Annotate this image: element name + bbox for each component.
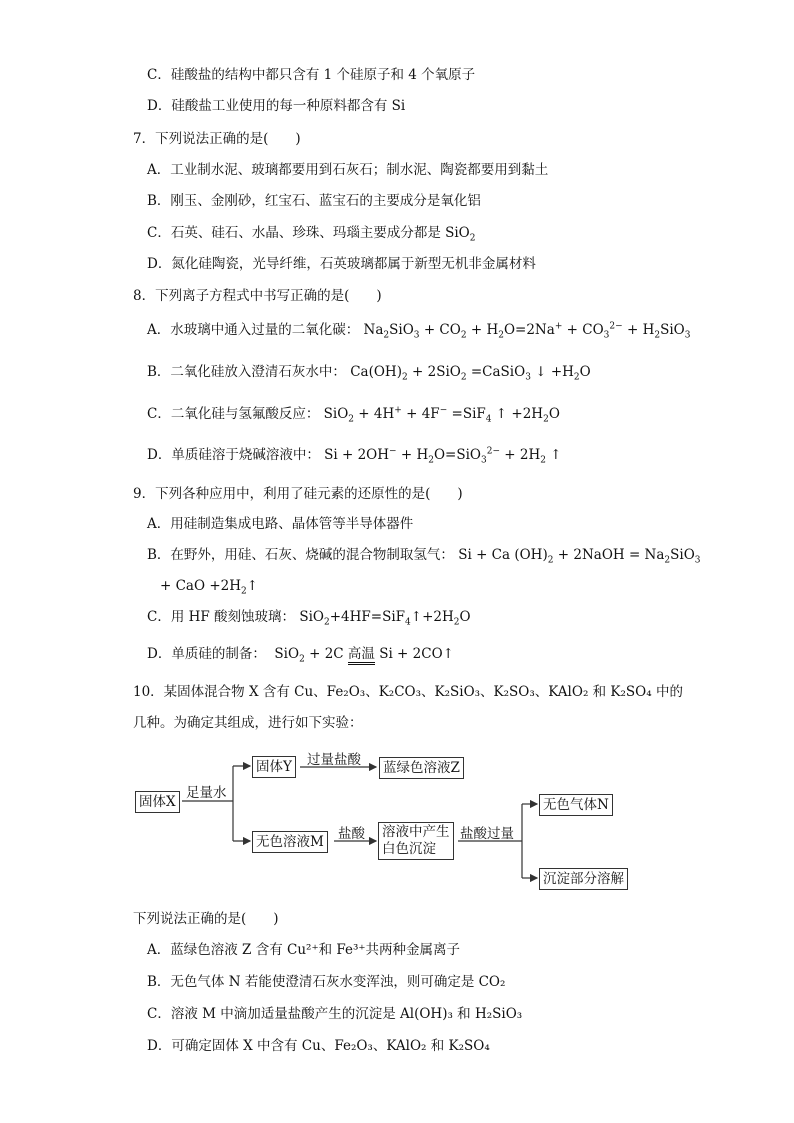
q8-option-d — [147, 446, 562, 464]
ppt-line-2: 白色沉淀 — [382, 841, 436, 857]
q8-option-a — [147, 321, 690, 339]
q8-option-b — [147, 363, 591, 381]
q10-question: 下列说法正确的是( ) — [133, 911, 279, 927]
q7-option-a: A．工业制水泥、玻璃都要用到石灰石；制水泥、陶瓷都要用到黏土 — [147, 162, 549, 178]
q8-option-a-label: A．水玻璃中通入过量的二氧化碳： — [147, 322, 360, 338]
q9-option-b — [147, 546, 701, 564]
q9-option-b-continuation: + CaO $+2H_2↑$ — [160, 578, 259, 597]
q8-option-c-label: C．二氧化硅与氢氟酸反应： — [147, 406, 320, 422]
q10-option-d: D．可确定固体 X 中含有 Cu、Fe₂O₃、KAlO₂ 和 K₂SO₄ — [147, 1038, 490, 1054]
q8-option-b-equation: $Ca(OH)_2 + 2SiO_2$ =CaSiO$_3$ ↓ $+H_2O$ — [350, 364, 591, 383]
q10-option-a: A．蓝绿色溶液 Z 含有 Cu²⁺和 Fe³⁺共两种金属离子 — [147, 942, 461, 958]
q9-option-c-equation: $SiO_2+4HF=SiF_4↑+2H_2O$ — [299, 609, 471, 628]
q8-option-c-equation: SiO$_2$ + 4H+ + 4F− =SiF$_4$ ↑ $+2H_2O$ — [323, 405, 560, 425]
box-gas-n: 无色气体N — [539, 794, 613, 816]
reaction-condition: 高温 — [348, 646, 375, 665]
q7-option-c-sub: 2 — [469, 233, 476, 244]
ppt-line-1: 溶液中产生 — [382, 824, 450, 840]
label-hcl: 盐酸 — [338, 826, 365, 842]
box-white-precipitate — [378, 822, 454, 860]
label-excess-water: 足量水 — [186, 785, 227, 801]
q9-option-b-label: B．在野外，用硅、石灰、烧碱的混合物制取氢气： — [147, 547, 454, 563]
q10-stem-line2: 几种。为确定其组成，进行如下实验： — [133, 715, 363, 731]
q6-option-c: C．硅酸盐的结构中都只含有 1 个硅原子和 4 个氧原子 — [147, 67, 476, 83]
q8-option-d-equation: $Si + 2OH^- + H_2O=SiO_3^{2-} + 2H_2$ ↑ — [324, 446, 562, 466]
q9-option-c — [147, 608, 471, 626]
q8-option-c — [147, 405, 560, 423]
q7-option-c — [147, 224, 476, 242]
box-solid-x: 固体X — [135, 791, 180, 813]
q9-option-d-equation: SiO$_2$ + 2C 高温 Si + 2CO↑ — [270, 646, 454, 665]
q10-option-b: B．无色气体 N 若能使澄清石灰水变浑浊，则可确定是 CO₂ — [147, 974, 506, 990]
box-blue-green-z: 蓝绿色溶液Z — [379, 757, 464, 779]
q10-stem-line1: 10．某固体混合物 X 含有 Cu、Fe₂O₃、K₂CO₃、K₂SiO₃、K₂SO₃、KAlO₂ 和 K₂SO₄ 中的 — [133, 684, 683, 700]
q9-option-d-label: D．单质硅的制备： — [147, 646, 266, 662]
q9-option-a: A．用硅制造集成电路、晶体管等半导体器件 — [147, 516, 414, 532]
box-ppt-partial: 沉淀部分溶解 — [539, 868, 628, 890]
q10-option-c: C．溶液 M 中滴加适量盐酸产生的沉淀是 Al(OH)₃ 和 H₂SiO₃ — [147, 1006, 523, 1022]
label-hcl-excess: 盐酸过量 — [460, 826, 514, 842]
q8-option-a-equation: $Na_2SiO_3 + CO_2 + H_2O=2Na^+ + CO_3^{2-} + H_2SiO_3$ — [363, 321, 691, 341]
box-colorless-m: 无色溶液M — [252, 831, 328, 853]
q8-stem: 8．下列离子方程式中书写正确的是( ) — [133, 288, 382, 304]
q9-option-b-equation: Si + Ca $(OH)_2$ + 2NaOH = $Na_2SiO_3$ — [458, 547, 701, 566]
label-excess-hcl: 过量盐酸 — [307, 752, 361, 768]
q8-option-b-label: B．二氧化硅放入澄清石灰水中： — [147, 364, 346, 380]
q7-option-c-text: C．石英、硅石、水晶、珍珠、玛瑙主要成分都是 SiO — [147, 225, 470, 241]
q7-stem: 7．下列说法正确的是( ) — [133, 131, 301, 147]
q7-option-b: B．刚玉、金刚砂，红宝石、蓝宝石的主要成分是氧化铝 — [147, 193, 481, 209]
q7-option-d: D．氮化硅陶瓷，光导纤维，石英玻璃都属于新型无机非金属材料 — [147, 256, 536, 272]
q9-option-d — [147, 645, 454, 665]
q8-option-d-label: D．单质硅溶于烧碱溶液中： — [147, 447, 320, 463]
experiment-flowchart — [130, 748, 670, 898]
q9-option-c-label: C．用 HF 酸刻蚀玻璃： — [147, 609, 296, 625]
box-solid-y: 固体Y — [252, 756, 296, 778]
q6-option-d: D．硅酸盐工业使用的每一种原料都含有 Si — [147, 98, 406, 114]
q9-stem: 9．下列各种应用中，利用了硅元素的还原性的是( ) — [133, 486, 463, 502]
